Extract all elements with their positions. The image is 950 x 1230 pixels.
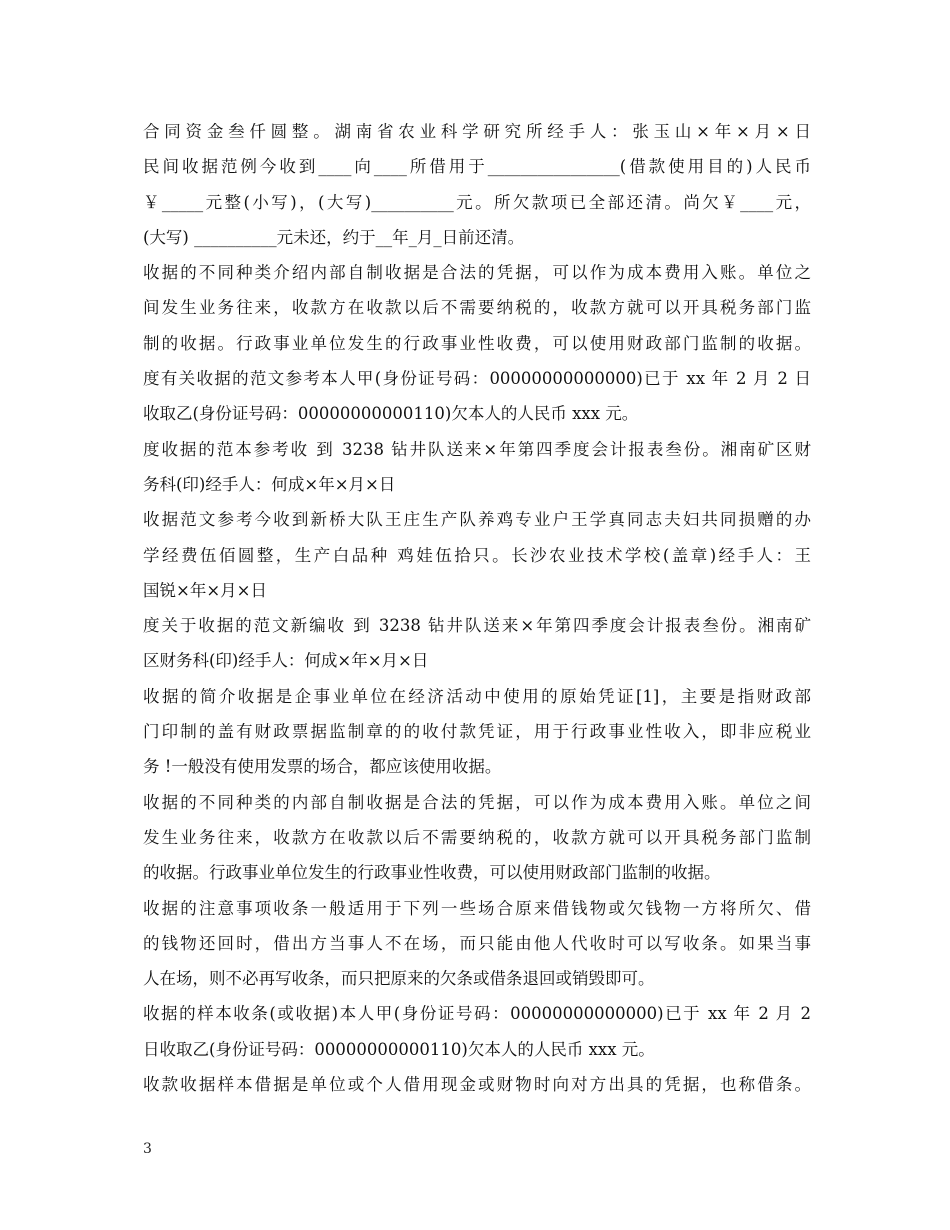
- text-line: 度收据的范本参考收 到 3238 钻井队送来×年第四季度会计报表叁份。湘南矿区财: [143, 439, 811, 459]
- text-line: 度关于收据的范文新编收 到 3238 钻井队送来×年第四季度会计报表叁份。湘南矿: [143, 616, 811, 636]
- text-line: 人在场，则不必再写收条，而只把原来的欠条或借条退回或销毁即可。: [143, 969, 655, 989]
- text-line: 收据的样本收条(或收据)本人甲(身份证号码：00000000000000)已于 xx 年 2 月 2: [143, 1004, 811, 1024]
- text-line: 务 !一般没有使用发票的场合，都应该使用收据。: [143, 757, 502, 777]
- text-line: (大写) __________元未还，约于__年_月_日前还清。: [143, 227, 525, 247]
- page-number: 3: [143, 1141, 152, 1157]
- text-line: 合同资金叁仟圆整。湖南省农业科学研究所经手人：张玉山×年×月×日: [143, 122, 811, 141]
- text-line: 收据的简介收据是企事业单位在经济活动中使用的原始凭证[1]，主要是指财政部: [143, 686, 811, 706]
- text-line: 民间收据范例今收到____向____所借用于________________(借款使用目的)人民币: [143, 157, 811, 177]
- text-line: 发生业务往来，收款方在收款以后不需要纳税的，收款方就可以开具税务部门监制: [143, 827, 811, 847]
- text-line: 区财务科(印)经手人：何成×年×月×日: [143, 651, 429, 671]
- text-line: 日收取乙(身份证号码：00000000000110)欠本人的人民币 xxx 元。: [143, 1039, 655, 1059]
- text-line: 务科(印)经手人：何成×年×月×日: [143, 474, 396, 494]
- text-line: 的钱物还回时，借出方当事人不在场，而只能由他人代收时可以写收条。如果当事: [143, 933, 811, 953]
- text-line: 收据范文参考今收到新桥大队王庄生产队养鸡专业户王学真同志夫妇共同损赠的办: [143, 510, 811, 530]
- text-line: 的收据。行政事业单位发生的行政事业性收费，可以使用财政部门监制的收据。: [143, 863, 721, 883]
- text-line: 制的收据。行政事业单位发生的行政事业性收费，可以使用财政部门监制的收据。: [143, 333, 811, 353]
- document-body: [143, 114, 811, 1102]
- text-line: 收款收据样本借据是单位或个人借用现金或财物时向对方出具的凭据，也称借条。: [143, 1075, 811, 1095]
- text-line: 收据的不同种类的内部自制收据是合法的凭据，可以作为成本费用入账。单位之间: [143, 792, 811, 812]
- text-line: 收据的注意事项收条一般适用于下列一些场合原来借钱物或欠钱物一方将所欠、借: [143, 898, 811, 918]
- text-line: 间发生业务往来，收款方在收款以后不需要纳税的，收款方就可以开具税务部门监: [143, 298, 811, 318]
- text-line: 门印制的盖有财政票据监制章的的收付款凭证，用于行政事业性收入，即非应税业: [143, 722, 811, 742]
- text-line: 度有关收据的范文参考本人甲(身份证号码：00000000000000)已于 xx 年 2 月 2 日: [143, 369, 811, 389]
- text-line: 国锐×年×月×日: [143, 580, 267, 600]
- text-line: ￥_____元整(小写)，(大写)__________元。所欠款项已全部还清。尚欠￥____元，: [143, 192, 811, 212]
- text-line: 收取乙(身份证号码：00000000000110)欠本人的人民币 xxx 元。: [143, 404, 639, 424]
- text-line: 学经费伍佰圆整，生产白品种 鸡娃伍拾只。长沙农业技术学校(盖章)经手人：王: [143, 545, 811, 565]
- text-line: 收据的不同种类介绍内部自制收据是合法的凭据，可以作为成本费用入账。单位之: [143, 263, 811, 283]
